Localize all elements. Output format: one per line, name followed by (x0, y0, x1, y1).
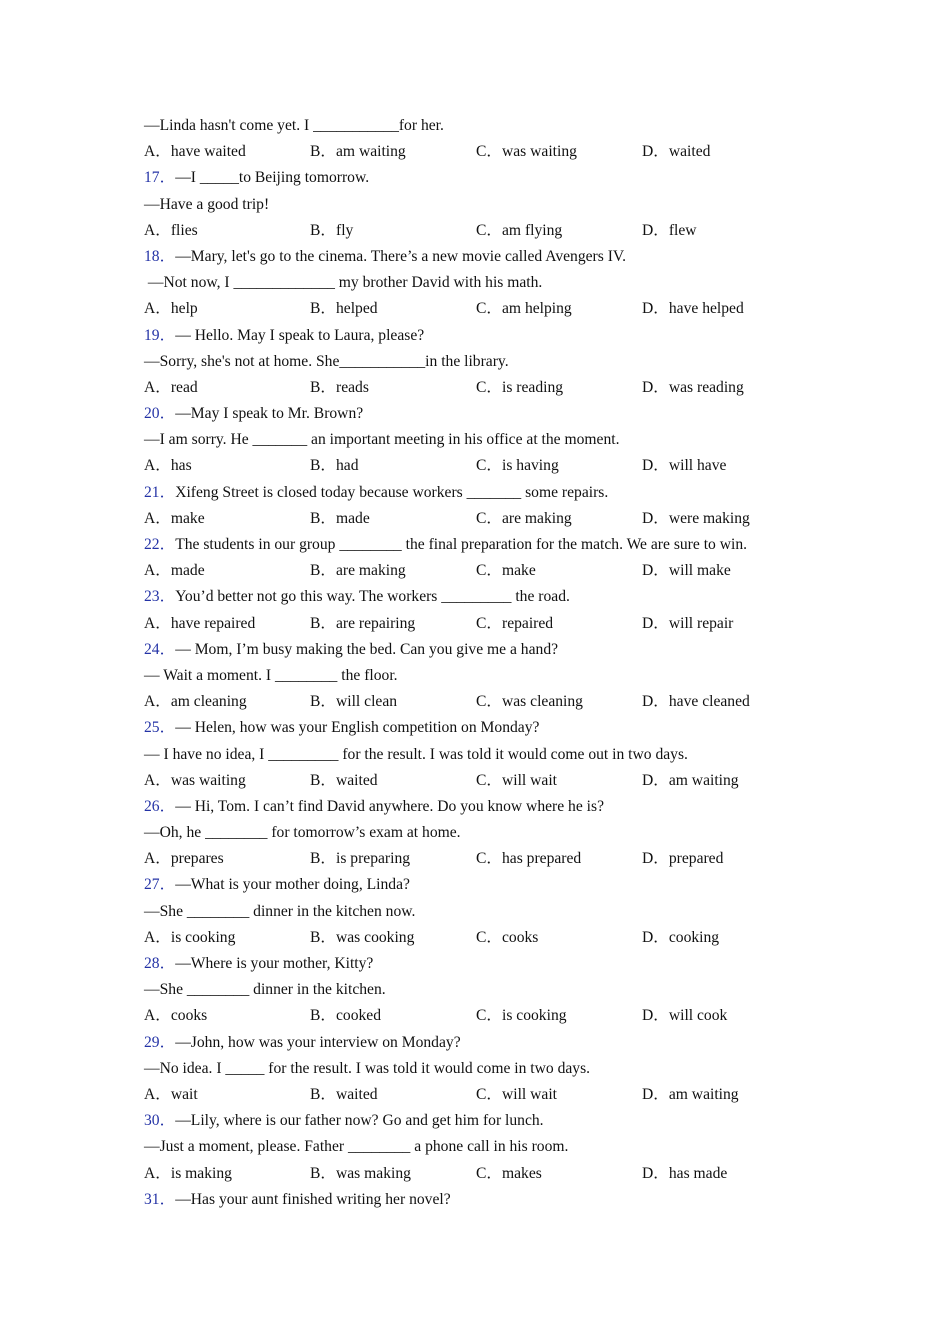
question-stem (144, 401, 844, 427)
question-stem (144, 323, 844, 349)
question-number: 26． (144, 797, 176, 815)
question-stem (144, 165, 844, 191)
option-b: B．are making (310, 562, 406, 580)
question-line (144, 899, 844, 925)
option-d: D．waited (642, 143, 711, 161)
question-stem (144, 872, 844, 898)
question-line (144, 192, 844, 218)
option-a: A．am cleaning (144, 693, 247, 711)
option-c: C．cooks (476, 928, 539, 946)
option-c: C．repaired (476, 614, 554, 632)
question-text: — Hi, Tom. I can’t find David anywhere. Do you know where he is? (175, 797, 604, 815)
option-d: D．am waiting (642, 771, 739, 789)
answer-options (144, 925, 844, 951)
question-text: —Mary, let's go to the cinema. There’s a new movie called Avengers IV. (175, 247, 627, 265)
question-line (144, 977, 844, 1003)
answer-options (144, 1082, 844, 1108)
question-text: —She ________ dinner in the kitchen now. (144, 902, 416, 920)
question-line (144, 742, 844, 768)
answer-options (144, 689, 844, 715)
option-b: B．cooked (310, 1007, 382, 1025)
option-c: C．make (476, 562, 536, 580)
option-c: C．am flying (476, 221, 563, 239)
answer-options (144, 846, 844, 872)
option-d: D．will repair (642, 614, 734, 632)
question-stem (144, 1030, 844, 1056)
question-line (144, 270, 844, 296)
question-number: 29． (144, 1033, 176, 1051)
option-a: A．was waiting (144, 771, 246, 789)
option-c: C．is reading (476, 378, 564, 396)
option-a: A．is cooking (144, 928, 236, 946)
question-stem (144, 715, 844, 741)
option-b: B．are repairing (310, 614, 416, 632)
answer-options (144, 558, 844, 584)
question-text: —She ________ dinner in the kitchen. (144, 981, 386, 999)
question-number: 22． (144, 536, 176, 553)
answer-options (144, 611, 844, 637)
option-d: D．cooking (642, 928, 720, 946)
option-b: B．waited (310, 771, 378, 789)
answer-options (144, 1161, 844, 1187)
option-d: D．flew (642, 221, 697, 239)
question-text: — Hello. May I speak to Laura, please? (175, 326, 425, 344)
option-a: A．has (144, 457, 192, 475)
question-stem (144, 480, 844, 506)
option-b: B．had (310, 457, 359, 475)
question-line (144, 663, 844, 689)
option-b: B．is preparing (310, 850, 411, 868)
question-text: —Sorry, she's not at home. She___________in the library. (144, 352, 509, 370)
question-number: 23． (144, 588, 176, 606)
question-text: —Lily, where is our father now? Go and get him for lunch. (175, 1112, 544, 1130)
answer-options (144, 218, 844, 244)
option-d: D．has made (642, 1164, 728, 1182)
option-b: B．waited (310, 1085, 378, 1103)
option-c: C．am helping (476, 300, 572, 318)
option-b: B．helped (310, 300, 378, 318)
answer-options (144, 296, 844, 322)
question-number: 17． (144, 169, 176, 187)
question-stem (144, 794, 844, 820)
option-d: D．was reading (642, 378, 744, 396)
question-number: 31． (144, 1190, 176, 1208)
question-stem (144, 1108, 844, 1134)
question-stem (144, 951, 844, 977)
answer-options (144, 768, 844, 794)
option-b: B．will clean (310, 693, 398, 711)
option-b: B．was cooking (310, 928, 415, 946)
option-c: C．is having (476, 457, 559, 475)
option-a: A．made (144, 562, 205, 580)
intro-prompt: —Linda hasn't come yet. I ___________for her. (144, 117, 444, 134)
option-d: D．will cook (642, 1007, 728, 1025)
option-a: A．wait (144, 1085, 198, 1103)
question-text: —John, how was your interview on Monday? (175, 1033, 461, 1051)
question-line (144, 1134, 844, 1160)
option-b: B．am waiting (310, 143, 406, 161)
question-text: —Just a moment, please. Father ________ a phone call in his room. (144, 1138, 569, 1156)
option-c: C．was cleaning (476, 693, 583, 711)
question-number: 30． (144, 1112, 176, 1130)
option-a: A．have waited (144, 143, 246, 161)
option-c: C．makes (476, 1164, 542, 1182)
option-c: C．will wait (476, 771, 557, 789)
question-line (144, 427, 844, 453)
question-stem (144, 1187, 844, 1213)
answer-options (144, 506, 844, 532)
option-b: B．made (310, 509, 370, 527)
option-a: A．make (144, 509, 205, 527)
question-text: —May I speak to Mr. Brown? (175, 405, 364, 423)
question-number: 25． (144, 719, 176, 737)
question-text: —Have a good trip! (144, 195, 270, 213)
option-a: A．cooks (144, 1007, 208, 1025)
question-text: —I _____to Beijing tomorrow. (175, 169, 370, 187)
option-a: A．have repaired (144, 614, 256, 632)
question-text: The students in our group ________ the final preparation for the match. We are sure to win. (175, 536, 748, 553)
question-text: —I am sorry. He _______ an important meeting in his office at the moment. (144, 431, 620, 449)
question-number: 21． (144, 483, 176, 501)
question-text: — Wait a moment. I ________ the floor. (144, 666, 398, 684)
question-line (144, 1056, 844, 1082)
option-b: B．was making (310, 1164, 411, 1182)
question-text: —Not now, I _____________ my brother David with his math. (144, 274, 543, 292)
question-text: — I have no idea, I _________ for the result. I was told it would come out in two days. (144, 745, 688, 763)
question-number: 27． (144, 876, 176, 894)
option-d: D．have helped (642, 300, 744, 318)
question-number: 20． (144, 405, 176, 423)
question-number: 24． (144, 640, 176, 658)
option-a: A．help (144, 300, 198, 318)
question-text: — Mom, I’m busy making the bed. Can you give me a hand? (175, 640, 559, 658)
question-text: —Where is your mother, Kitty? (175, 955, 374, 972)
intro-options (144, 139, 844, 165)
question-stem (144, 532, 844, 558)
answer-options (144, 453, 844, 479)
option-c: C．will wait (476, 1085, 557, 1103)
option-a: A．flies (144, 221, 198, 239)
question-number: 18． (144, 247, 176, 265)
answer-options (144, 1003, 844, 1029)
question-stem (144, 637, 844, 663)
question-text: —Oh, he ________ for tomorrow’s exam at home. (144, 824, 461, 842)
question-text: You’d better not go this way. The workers _________ the road. (175, 588, 570, 606)
question-text: — Helen, how was your English competition on Monday? (175, 719, 540, 737)
question-text: —What is your mother doing, Linda? (175, 876, 410, 894)
question-text: —No idea. I _____ for the result. I was told it would come in two days. (144, 1059, 591, 1077)
question-text: —Has your aunt finished writing her novel? (175, 1190, 451, 1208)
option-c: C．is cooking (476, 1007, 567, 1025)
option-d: D．have cleaned (642, 693, 750, 711)
option-b: B．fly (310, 221, 354, 239)
option-a: A．is making (144, 1164, 232, 1182)
option-c: C．was waiting (476, 143, 577, 161)
option-a: A．read (144, 378, 198, 396)
question-text: Xifeng Street is closed today because workers _______ some repairs. (175, 483, 609, 501)
question-list (144, 113, 844, 1213)
option-d: D．prepared (642, 850, 724, 868)
option-b: B．reads (310, 378, 369, 396)
option-d: D．will have (642, 457, 727, 475)
question-line (144, 820, 844, 846)
question-number: 19． (144, 326, 176, 344)
question-stem (144, 244, 844, 270)
option-d: D．will make (642, 562, 731, 580)
option-d: D．were making (642, 509, 750, 527)
option-a: A．prepares (144, 850, 224, 868)
question-stem (144, 584, 844, 610)
option-c: C．has prepared (476, 850, 582, 868)
answer-options (144, 375, 844, 401)
option-c: C．are making (476, 509, 572, 527)
option-d: D．am waiting (642, 1085, 739, 1103)
question-line (144, 349, 844, 375)
question-number: 28． (144, 955, 176, 972)
